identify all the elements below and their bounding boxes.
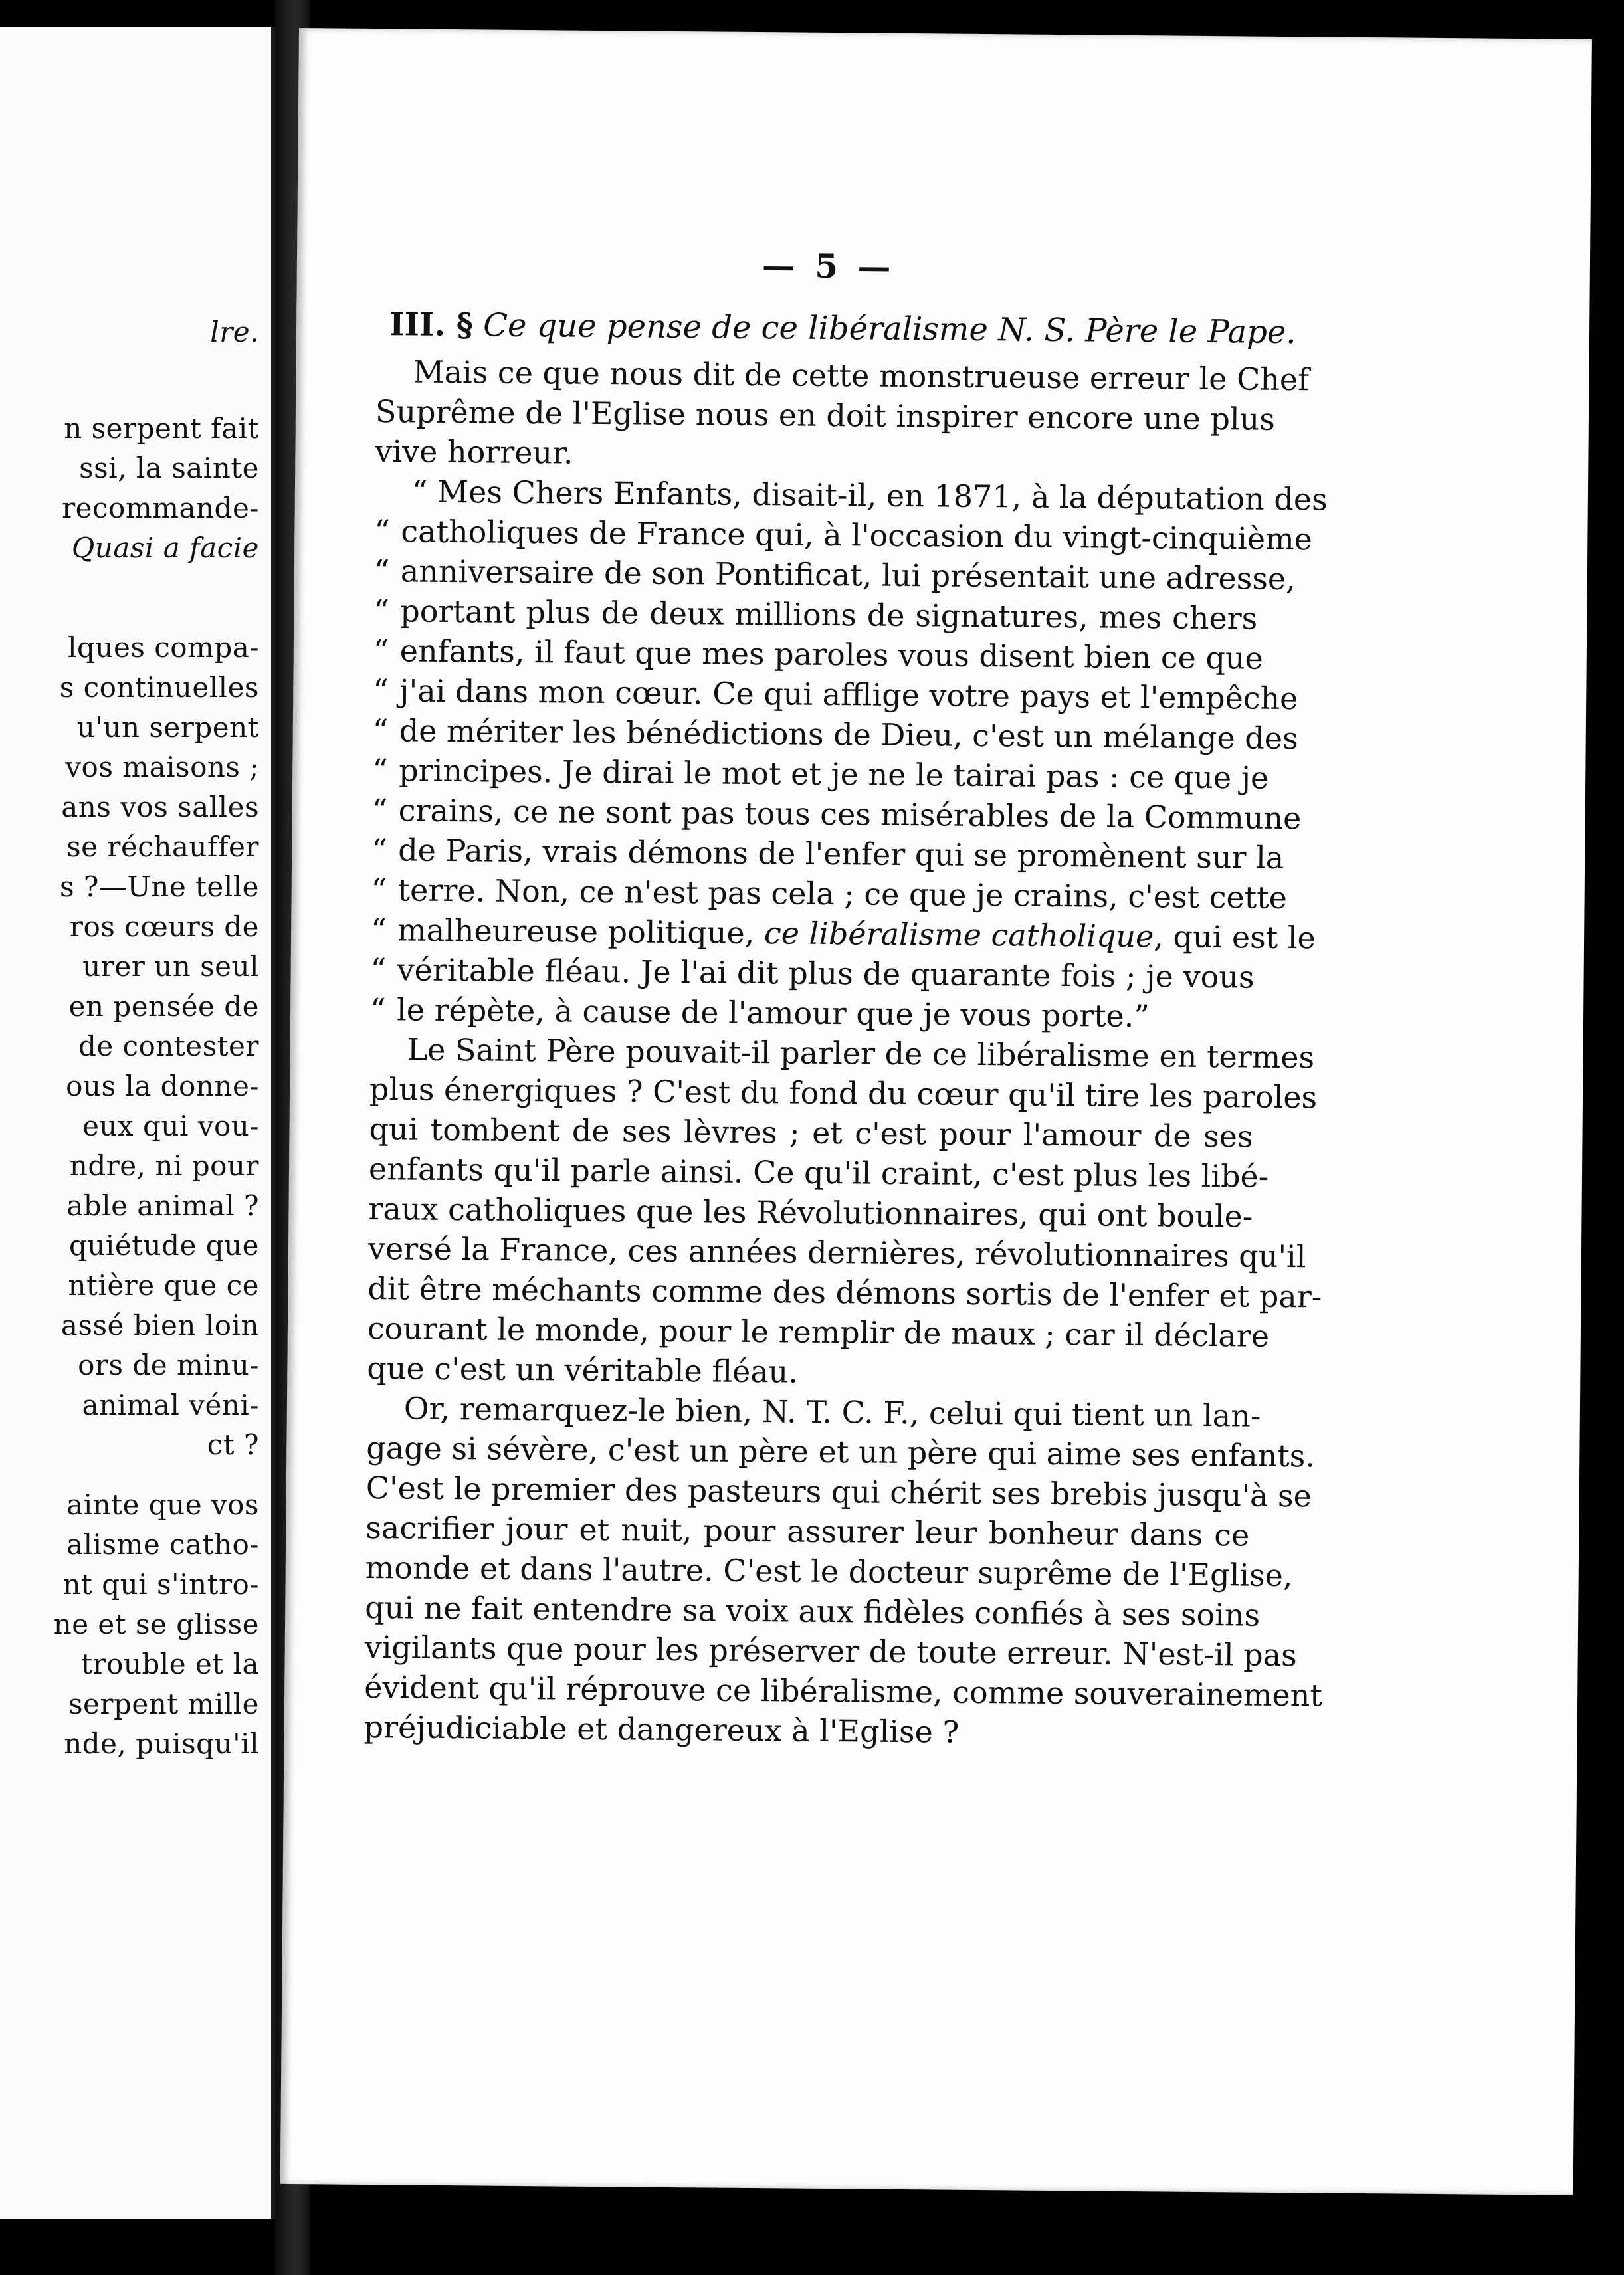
left-page-text-fragment: ans vos salles xyxy=(61,791,259,823)
left-page-text-fragment: nt qui s'intro- xyxy=(62,1568,259,1601)
right-page xyxy=(280,28,1592,2195)
section-heading xyxy=(389,301,1296,355)
left-page-text-fragment: eux qui vou- xyxy=(82,1110,259,1142)
left-page-text-fragment: nde, puisqu'il xyxy=(64,1728,259,1760)
left-page-text-fragment: u'un serpent xyxy=(76,711,259,743)
quote-mark: “ xyxy=(371,871,387,908)
quote-mark: “ xyxy=(370,951,387,988)
left-page-text-fragment: ne et se glisse xyxy=(53,1608,259,1640)
left-page-text-fragment: ssi, la sainte xyxy=(79,452,259,484)
quote-mark: “ xyxy=(372,752,389,789)
quote-mark: “ xyxy=(370,911,387,948)
quote-mark: “ xyxy=(369,991,386,1028)
left-page-text-fragment: se réchauffer xyxy=(66,831,259,863)
left-page-text-fragment: ainte que vos xyxy=(66,1488,259,1521)
paragraph-line: C'est le premier des pasteurs qui chérit ses brebis jusqu'à se xyxy=(365,1469,1312,1514)
quote-line: “ catholiques de France qui, à l'occasion du vingt-cinquième xyxy=(374,511,1258,559)
quote-mark: “ xyxy=(372,712,389,749)
quote-mark: “ xyxy=(371,832,387,868)
quote-line: “ j'ai dans mon cœur. Ce qui afflige votre pays et l'empêche xyxy=(373,670,1257,718)
paragraph-line: vive horreur. xyxy=(375,433,573,471)
paragraph-line: enfants qu'il parle ainsi. Ce qu'il craint, c'est plus les libé- xyxy=(368,1150,1269,1195)
paragraph-line: gage si sévère, c'est un père et un père qui aime ses enfants. xyxy=(366,1429,1316,1474)
left-page-text-fragment: ous la donne- xyxy=(66,1070,259,1102)
paragraph-line: préjudiciable et dangereux à l'Eglise ? xyxy=(363,1708,960,1750)
left-page-text-fragment: vos maisons ; xyxy=(65,751,259,783)
paragraph-line: Le Saint Père pouvait-il parler de ce libéralisme en termes xyxy=(407,1031,1315,1076)
left-page-text-fragment: serpent mille xyxy=(68,1688,259,1720)
left-page-text-fragment: able animal ? xyxy=(66,1189,259,1222)
quote-line: “ enfants, il faut que mes paroles vous disent bien ce que xyxy=(373,631,1257,678)
quote-line: “ crains, ce ne sont pas tous ces misérables de la Commune xyxy=(371,790,1255,838)
left-page-text-fragment: trouble et la xyxy=(81,1648,259,1680)
quote-line: “ malheureuse politique, ce libéralisme catholique, qui est le xyxy=(371,910,1255,957)
paragraph-line: qui ne fait entendre sa voix aux fidèles confiés à ses soins xyxy=(365,1589,1261,1633)
left-page-text-fragment: animal véni- xyxy=(82,1389,259,1421)
paragraph-line: dit être méchants comme des démons sortis de l'enfer et par- xyxy=(367,1270,1322,1315)
left-page-text-fragment: s continuelles xyxy=(59,671,259,704)
left-page-text-fragment: s ?—Une telle xyxy=(59,870,259,903)
left-page-text-fragment: recommande- xyxy=(62,492,259,524)
left-page-text-fragment: urer un seul xyxy=(82,950,259,983)
paragraph-line: courant le monde, pour le remplir de maux ; car il déclare xyxy=(367,1310,1270,1354)
left-page-text-fragment: en pensée de xyxy=(68,990,259,1023)
quote-line: “ véritable fléau. Je l'ai dit plus de quarante fois ; je vous xyxy=(370,949,1254,997)
quote-line: “ portant plus de deux millions de signatures, mes chers xyxy=(373,591,1257,639)
left-page-text-fragment: de contester xyxy=(78,1030,259,1062)
paragraph-line: que c'est un véritable fléau. xyxy=(367,1349,799,1390)
paragraph-line: raux catholiques que les Révolutionnaires, qui ont boule- xyxy=(368,1190,1253,1235)
paragraph-line: versé la France, ces années dernières, révolutionnaires qu'il xyxy=(367,1230,1306,1275)
section-title: Ce que pense de ce libéralisme N. S. Père le Pape. xyxy=(483,306,1296,351)
italic-phrase: ce libéralisme catholique xyxy=(763,915,1154,955)
quote-line: “ de Paris, vrais démons de l'enfer qui se promènent sur la xyxy=(371,830,1255,878)
left-facing-page xyxy=(0,27,275,2219)
left-page-text-fragment: ors de minu- xyxy=(78,1349,259,1381)
left-page-text-fragment: quiétude que xyxy=(68,1229,259,1262)
paragraph-line: sacrifier jour et nuit, pour assurer leur bonheur dans ce xyxy=(365,1509,1250,1553)
paragraph-line: évident qu'il réprouve ce libéralisme, comme souverainement xyxy=(363,1668,1323,1714)
quote-line: “ de mériter les bénédictions de Dieu, c'est un mélange des xyxy=(373,710,1257,758)
left-page-text-fragment: lre. xyxy=(210,316,259,348)
left-page-text-fragment: assé bien loin xyxy=(60,1309,259,1341)
left-page-text-fragment: Quasi a facie xyxy=(71,532,259,564)
quote-line: “ terre. Non, ce n'est pas cela ; ce que je crains, c'est cette xyxy=(371,870,1255,918)
quote-mark: “ xyxy=(373,633,389,669)
quote-line: “ principes. Je dirai le mot et je ne le tairai pas : ce que je xyxy=(372,750,1256,798)
quote-line: “ le répète, à cause de l'amour que je vous porte.” xyxy=(370,989,1254,1037)
quote-mark: “ xyxy=(371,792,388,829)
paragraph-line: Suprême de l'Eglise nous en doit inspirer encore une plus xyxy=(375,393,1276,437)
quote-line: “ anniversaire de son Pontificat, lui présentait une adresse, xyxy=(374,551,1258,599)
left-page-text-fragment: ntière que ce xyxy=(68,1269,259,1302)
section-number: III. § xyxy=(389,306,474,344)
paragraph-line: monde et dans l'autre. C'est le docteur suprême de l'Eglise, xyxy=(365,1549,1293,1594)
paragraph-line: plus énergiques ? C'est du fond du cœur qu'il tire les paroles xyxy=(369,1070,1318,1116)
paragraph-line: vigilants que pour les préserver de toute erreur. N'est-il pas xyxy=(364,1629,1297,1674)
left-page-text-fragment: lques compa- xyxy=(68,631,259,664)
quote-mark: “ xyxy=(374,513,391,549)
paragraph-line: qui tombent de ses lèvres ; et c'est pour l'amour de ses xyxy=(369,1110,1253,1155)
page-number: — 5 — xyxy=(761,246,895,286)
quote-line: “ Mes Chers Enfants, disait-il, en 1871, à la députation des xyxy=(411,473,1328,518)
quote-mark: “ xyxy=(373,672,389,709)
page-body xyxy=(363,301,1328,1755)
left-page-text-fragment: alisme catho- xyxy=(66,1528,259,1561)
quote-mark: “ xyxy=(373,553,390,589)
left-page-text-fragment: ros cœurs de xyxy=(69,910,259,943)
left-page-text-fragment: n serpent fait xyxy=(64,412,259,445)
quote-mark: “ xyxy=(373,593,390,629)
paragraph-line: Or, remarquez-le bien, N. T. C. F., celui qui tient un lan- xyxy=(403,1390,1261,1434)
left-page-text-fragment: ct ? xyxy=(207,1429,259,1461)
left-page-text-fragment: ndre, ni pour xyxy=(69,1149,259,1182)
paragraph-line: Mais ce que nous dit de cette monstrueuse erreur le Chef xyxy=(413,353,1310,398)
